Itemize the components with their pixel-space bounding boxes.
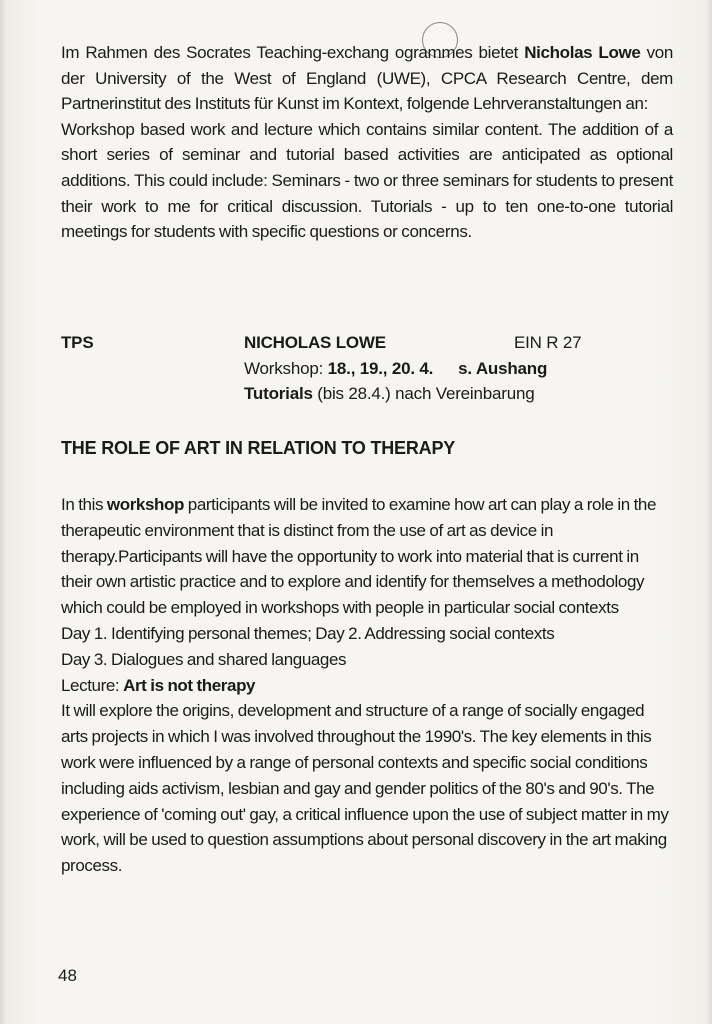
section-headline: THE ROLE OF ART IN RELATION TO THERAPY [61,438,456,458]
workshop-prefix: In this [61,495,107,514]
workshop-paragraph [61,492,673,621]
lecture-title: Art is not therapy [123,675,256,695]
intro-text-end: von der University of the West of England (UWE), CPCA Research Centre, dem Partnerinstitut des Instituts für Kunst im Kontext, folgende Lehrveranstaltungen an: [61,43,674,114]
workshop-label: Workshop: [244,358,328,378]
intro-paragraph [61,40,673,117]
course-code: EIN R 27 [514,333,582,352]
days-line-2: Day 3. Dialogues and shared languages [61,649,347,669]
intro-section [61,40,673,245]
lecture-paragraph: It will explore the origins, development and structure of a range of socially engaged arts projects in which I was involved throughout the 1990's. The key elements in this work were influenced by a range of personal contexts and specific social conditions including aids activism, lesbian and gay and gender politics of the 80's and 90's. The experience of 'coming out' gay, a critical influence upon the use of subject matter in my work, will be used to question assumptions about personal discovery in the art making process. [61,701,669,876]
aushang-note: s. Aushang [458,358,548,378]
offer-paragraph: Workshop based work and lecture which contains similar content. The addition of a short series of seminar and tutorial based activities are anticipated as optional additions. This could include: Seminars - two or three seminars for students to present their work to me for critical discussion. Tutorials - up to ten one-to-one tutorial meetings for students with specific questions or concerns. [61,119,673,242]
page-number: 48 [58,966,77,985]
intro-text-cont: ogrammes bietet [394,43,519,62]
lecture-label: Lecture: [61,675,124,695]
course-type: TPS [61,333,94,352]
lecture-heading [61,673,673,699]
workshop-section [61,492,673,879]
course-lecturer: NICHOLAS LOWE [244,333,386,352]
page-edge-right [706,0,712,1024]
days-line-1: Day 1. Identifying personal themes; Day 2. Addressing social contexts [61,623,555,643]
intro-text-start: Im Rahmen des Socrates Teaching-exchang [61,43,389,62]
tutorials-note: (bis 28.4.) nach Vereinbarung [312,384,535,404]
course-tutorials-line [244,381,535,407]
workshop-keyword: workshop [106,495,184,514]
lecturer-name: Nicholas Lowe [524,43,641,62]
workshop-dates: 18., 19., 20. 4. [327,358,434,378]
course-workshop-line [244,356,547,382]
page-edge-left [0,0,6,1024]
workshop-description: participants will be invited to examine how art can play a role in the therapeutic environment that is distinct from the use of art as device in therapy.Participants will have the opportunity to work into material that is current in their own artistic practice and to explore and identify for themselves a methodology which could be employed in workshops with people in particular social contexts [61,495,657,618]
tutorials-label: Tutorials [244,384,313,404]
